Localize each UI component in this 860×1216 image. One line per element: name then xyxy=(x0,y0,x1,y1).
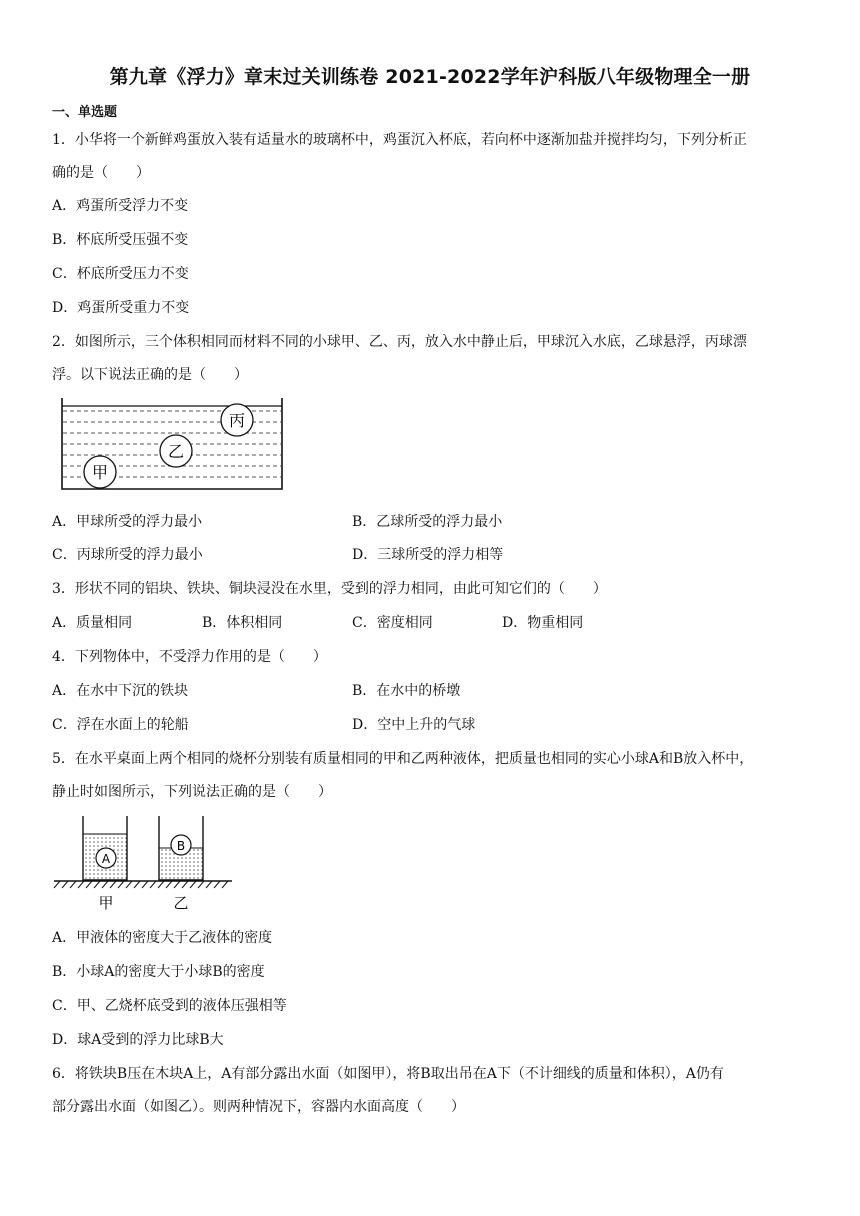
q1-option-b: B．杯底所受压强不变 xyxy=(52,232,189,248)
svg-text:乙: 乙 xyxy=(167,442,185,461)
q2-option-b: B．乙球所受的浮力最小 xyxy=(352,514,503,530)
ball-b xyxy=(171,835,191,855)
label-jia: 甲 xyxy=(98,894,114,912)
q1-stem-line1: 1．小华将一个新鲜鸡蛋放入装有适量水的玻璃杯中，鸡蛋沉入杯底，若向杯中逐渐加盐并搅拌均匀，下列分析正 xyxy=(52,132,747,148)
q5-stem-line1: 5．在水平桌面上两个相同的烧杯分别装有质量相同的甲和乙两种液体，把质量也相同的实心小球A和B放入杯中， xyxy=(52,751,754,767)
ball-bing xyxy=(221,404,253,436)
q5-figure-beakers xyxy=(52,812,242,914)
q5-option-d: D．球A受到的浮力比球B大 xyxy=(52,1032,224,1048)
q2-stem-line1: 2．如图所示，三个体积相同而材料不同的小球甲、乙、丙，放入水中静止后，甲球沉入水底，乙球悬浮，丙球漂 xyxy=(52,334,747,350)
ball-jia xyxy=(84,456,116,488)
page-title: 第九章《浮力》章末过关训练卷 2021-2022学年沪科版八年级物理全一册 xyxy=(109,66,751,88)
q3-option-a: A．质量相同 xyxy=(52,615,133,631)
ball-yi xyxy=(160,435,192,467)
q3-option-d: D．物重相同 xyxy=(502,615,584,631)
label-yi: 乙 xyxy=(173,894,189,912)
q4-option-d: D．空中上升的气球 xyxy=(352,717,476,733)
q3-option-c: C．密度相同 xyxy=(352,615,433,631)
q5-option-a: A．甲液体的密度大于乙液体的密度 xyxy=(52,930,273,946)
ball-a xyxy=(96,848,116,868)
q3-stem: 3．形状不同的铝块、铁块、铜块浸没在水里，受到的浮力相同，由此可知它们的（ ） xyxy=(52,581,607,597)
q6-stem-line1: 6．将铁块B压在木块A上，A有部分露出水面（如图甲），将B取出吊在A下（不计细线的质量和体积），A仍有 xyxy=(52,1066,724,1082)
q1-option-d: D．鸡蛋所受重力不变 xyxy=(52,300,190,316)
q5-stem-line2: 静止时如图所示，下列说法正确的是（ ） xyxy=(52,784,332,800)
svg-text:丙: 丙 xyxy=(228,411,246,430)
q5-option-b: B．小球A的密度大于小球B的密度 xyxy=(52,964,265,980)
q2-stem-line2: 浮。以下说法正确的是（ ） xyxy=(52,367,248,383)
q1-option-c: C．杯底所受压力不变 xyxy=(52,266,189,282)
svg-text:A: A xyxy=(101,852,111,866)
q2-option-c: C．丙球所受的浮力最小 xyxy=(52,547,203,563)
q2-option-a: A．甲球所受的浮力最小 xyxy=(52,514,203,530)
q1-stem-line2: 确的是（ ） xyxy=(52,165,150,181)
section-heading: 一、单选题 xyxy=(52,105,118,120)
q6-stem-line2: 部分露出水面（如图乙）。则两种情况下，容器内水面高度（ ） xyxy=(52,1099,465,1115)
table-hatching xyxy=(54,881,228,888)
q3-option-b: B．体积相同 xyxy=(202,615,283,631)
q4-option-a: A．在水中下沉的铁块 xyxy=(52,683,189,699)
q4-option-b: B．在水中的桥墩 xyxy=(352,683,461,699)
svg-text:甲: 甲 xyxy=(91,463,109,482)
q2-figure-tank xyxy=(52,392,292,496)
q1-option-a: A．鸡蛋所受浮力不变 xyxy=(52,198,189,214)
q4-stem: 4．下列物体中，不受浮力作用的是（ ） xyxy=(52,649,327,665)
q4-option-c: C．浮在水面上的轮船 xyxy=(52,717,189,733)
svg-text:B: B xyxy=(176,839,186,853)
q2-option-d: D．三球所受的浮力相等 xyxy=(352,547,504,563)
q5-option-c: C．甲、乙烧杯底受到的液体压强相等 xyxy=(52,998,287,1014)
